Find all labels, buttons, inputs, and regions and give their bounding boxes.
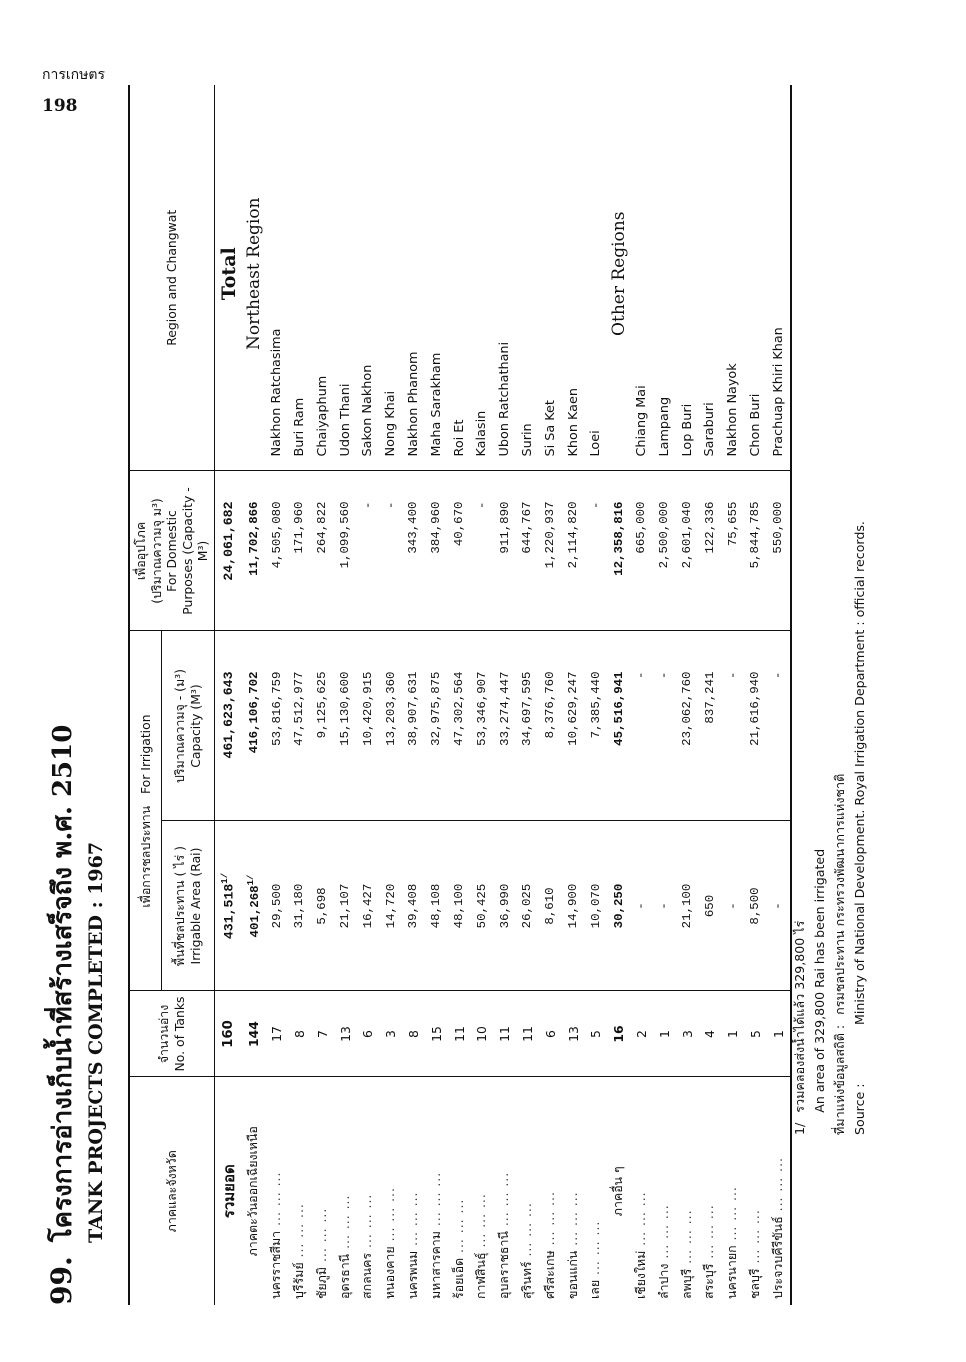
cell-irrigation-capacity: 45,516,941 xyxy=(607,631,630,821)
irrigable-area-value: 10,070 xyxy=(588,883,603,929)
cell-changwat-english: Saraburi xyxy=(698,85,721,471)
changwat-thai-name: สุรินทร์ xyxy=(518,1261,534,1299)
cell-irrigation-capacity: 23,062,760 xyxy=(676,631,699,821)
header-irrigation-th: เพื่อการชลประทาน xyxy=(137,805,153,908)
cell-irrigable-area xyxy=(379,821,402,991)
cell-tanks: 7 xyxy=(311,991,334,1077)
cell-changwat-thai xyxy=(311,1077,334,1305)
cell-irrigable-area xyxy=(539,821,562,991)
leader-dots: ... ... ... xyxy=(268,1171,284,1231)
header-tanks-en: No. of Tanks xyxy=(171,996,187,1072)
table-row xyxy=(311,85,334,1305)
changwat-thai-name: ศรีสะเกษ xyxy=(541,1250,557,1299)
table-row xyxy=(402,85,425,1305)
cell-changwat-english: Chaiyaphum xyxy=(311,85,334,471)
header-irrigation xyxy=(129,631,161,991)
cell-changwat-thai xyxy=(214,1077,243,1305)
table-row xyxy=(630,85,653,1305)
changwat-thai-name: นครพนม xyxy=(404,1250,420,1299)
page-number: 198 xyxy=(42,96,78,116)
cell-irrigation-capacity: 47,512,977 xyxy=(288,631,311,821)
header-domestic-th: เพื่ออุปโภค xyxy=(133,521,148,581)
header-region-en: Region and Changwat xyxy=(129,85,214,471)
cell-changwat-thai xyxy=(448,1077,471,1305)
footnote-english: An area of 329,800 Rai has been irrigated xyxy=(812,848,828,1113)
table-row xyxy=(676,85,699,1305)
table-row xyxy=(584,85,607,1305)
cell-domestic-capacity: 24,061,682 xyxy=(214,471,243,631)
cell-changwat-thai xyxy=(744,1077,767,1305)
cell-irrigable-area xyxy=(214,821,243,991)
irrigable-area-value: 30,250 xyxy=(611,883,626,929)
cell-tanks: 1 xyxy=(653,991,676,1077)
cell-domestic-capacity: 911,890 xyxy=(493,471,516,631)
table-row xyxy=(288,85,311,1305)
cell-irrigable-area xyxy=(744,821,767,991)
header-region-th: ภาคและจังหวัด xyxy=(129,1077,214,1305)
cell-tanks: 6 xyxy=(539,991,562,1077)
irrigable-area-value: 21,107 xyxy=(338,883,353,929)
table-row xyxy=(334,85,357,1305)
footnote-thai: รวมคลองส่งน้ำได้แล้ว 329,800 ไร่ xyxy=(792,920,807,1113)
table-row xyxy=(379,85,402,1305)
changwat-thai-name: เชียงใหม่ xyxy=(632,1250,648,1299)
table-row xyxy=(607,85,630,1305)
cell-irrigable-area xyxy=(311,821,334,991)
changwat-thai-name: ร้อยเอ็ด xyxy=(450,1257,466,1299)
cell-domestic-capacity: 343,400 xyxy=(402,471,425,631)
cell-tanks: 15 xyxy=(425,991,448,1077)
leader-dots: ... ... ... xyxy=(404,1191,420,1251)
leader-dots: ... ... ... xyxy=(678,1209,694,1269)
changwat-thai-name: สระบุรี xyxy=(701,1263,717,1299)
cell-irrigable-area xyxy=(356,821,379,991)
cell-changwat-english: Buri Ram xyxy=(288,85,311,471)
leader-dots: ... ... ... xyxy=(290,1203,306,1263)
source-label-thai: ที่มาแห่งข้อมูลสถิติ : xyxy=(832,1024,848,1135)
cell-irrigation-capacity: - xyxy=(630,631,653,821)
changwat-thai-name: รวมยอด xyxy=(219,1164,238,1219)
footnote xyxy=(790,95,830,1135)
table-row xyxy=(767,85,791,1305)
table-row xyxy=(698,85,721,1305)
table-notes xyxy=(790,95,871,1135)
table-body xyxy=(214,85,791,1305)
cell-irrigation-capacity: 837,241 xyxy=(698,631,721,821)
cell-irrigable-area xyxy=(425,821,448,991)
changwat-thai-name: บุรีรัมย์ xyxy=(290,1262,306,1299)
cell-irrigable-area xyxy=(698,821,721,991)
cell-irrigable-area xyxy=(402,821,425,991)
cell-changwat-thai xyxy=(356,1077,379,1305)
irrigable-area-value: 14,720 xyxy=(383,883,398,929)
footnote-ref: 1/ xyxy=(220,872,231,884)
cell-tanks: 2 xyxy=(630,991,653,1077)
cell-tanks: 144 xyxy=(243,991,266,1077)
cell-changwat-english: Surin xyxy=(516,85,539,471)
cell-changwat-thai xyxy=(402,1077,425,1305)
cell-domestic-capacity: 2,114,820 xyxy=(562,471,585,631)
table-row xyxy=(470,85,493,1305)
cell-irrigation-capacity: 9,125,625 xyxy=(311,631,334,821)
rotated-table-page xyxy=(42,85,942,1305)
changwat-thai-name: ประจวบคีรีขันธ์ xyxy=(769,1216,785,1299)
cell-domestic-capacity: 4,505,080 xyxy=(265,471,288,631)
cell-changwat-english: Khon Kaen xyxy=(562,85,585,471)
cell-tanks: 3 xyxy=(676,991,699,1077)
cell-changwat-thai xyxy=(243,1077,266,1305)
cell-domestic-capacity: 171,960 xyxy=(288,471,311,631)
leader-dots: ... ... ... xyxy=(724,1186,740,1246)
changwat-thai-name: ลพบุรี xyxy=(678,1268,694,1299)
leader-dots: ... ... ... xyxy=(450,1198,466,1258)
cell-irrigation-capacity: - xyxy=(653,631,676,821)
table-row xyxy=(653,85,676,1305)
cell-changwat-thai xyxy=(698,1077,721,1305)
cell-irrigable-area xyxy=(562,821,585,991)
cell-irrigable-area xyxy=(653,821,676,991)
irrigable-area-value: 16,427 xyxy=(360,883,375,929)
cell-irrigable-area xyxy=(676,821,699,991)
changwat-thai-name: ลำปาง xyxy=(655,1263,671,1299)
cell-domestic-capacity: 644,767 xyxy=(516,471,539,631)
irrigable-area-value: 431,518 xyxy=(221,883,237,940)
leader-dots: ... ... ... xyxy=(359,1193,375,1253)
cell-tanks: 6 xyxy=(356,991,379,1077)
leader-dots: ... ... ... xyxy=(541,1191,557,1251)
table-row xyxy=(493,85,516,1305)
cell-changwat-thai xyxy=(653,1077,676,1305)
cell-irrigation-capacity: 10,629,247 xyxy=(562,631,585,821)
cell-tanks: 5 xyxy=(744,991,767,1077)
table-title-english: TANK PROJECTS COMPLETED : 1967 xyxy=(85,841,107,1243)
footnote-ref: 1/ xyxy=(245,874,256,886)
cell-changwat-thai xyxy=(539,1077,562,1305)
source-english: Ministry of National Development. Royal Irrigation Department : official records. xyxy=(852,521,868,1025)
cell-tanks: 11 xyxy=(516,991,539,1077)
source-thai: กรมชลประทาน กระทรวงพัฒนาการแห่งชาติ xyxy=(832,773,848,1015)
header-domestic xyxy=(129,471,214,631)
cell-changwat-thai xyxy=(721,1077,744,1305)
cell-irrigation-capacity: 53,346,907 xyxy=(470,631,493,821)
irrigable-area-value: 401,268 xyxy=(247,885,262,938)
cell-domestic-capacity: 384,960 xyxy=(425,471,448,631)
header-capacity-en: Capacity (M³) xyxy=(187,684,203,768)
irrigable-area-value: 21,100 xyxy=(680,883,695,929)
cell-tanks: 8 xyxy=(402,991,425,1077)
irrigable-area-value: 39,408 xyxy=(406,883,421,929)
changwat-thai-name: กาฬสินธุ์ xyxy=(473,1252,489,1299)
cell-irrigable-area xyxy=(334,821,357,991)
irrigable-area-value: 8,500 xyxy=(748,887,763,925)
cell-changwat-thai xyxy=(562,1077,585,1305)
cell-domestic-capacity: 665,000 xyxy=(630,471,653,631)
table-row xyxy=(744,85,767,1305)
changwat-thai-name: เลย xyxy=(587,1279,603,1299)
cell-changwat-thai xyxy=(334,1077,357,1305)
cell-irrigable-area xyxy=(516,821,539,991)
changwat-thai-name: อุบลราชธานี xyxy=(496,1231,512,1299)
cell-irrigation-capacity: 10,420,915 xyxy=(356,631,379,821)
leader-dots: ... ... ... xyxy=(655,1204,671,1264)
cell-irrigable-area xyxy=(607,821,630,991)
header-capacity-th: ปริมาณความจุ - (ม³) xyxy=(172,669,188,783)
cell-irrigable-area xyxy=(470,821,493,991)
table-row xyxy=(721,85,744,1305)
leader-dots: ... ... ... xyxy=(587,1220,603,1280)
cell-irrigation-capacity: 15,130,600 xyxy=(334,631,357,821)
irrigable-area-value: 48,108 xyxy=(429,883,444,929)
cell-changwat-thai xyxy=(288,1077,311,1305)
leader-dots: ... ... ... xyxy=(313,1207,329,1267)
changwat-thai-name: อุดรธานี xyxy=(336,1253,352,1299)
cell-irrigation-capacity: 8,376,760 xyxy=(539,631,562,821)
cell-irrigable-area xyxy=(288,821,311,991)
changwat-thai-name: นครนายก xyxy=(724,1245,740,1299)
header-tanks-th: จำนวนอ่าง xyxy=(156,1004,172,1064)
irrigable-area-value: 26,025 xyxy=(520,883,535,929)
cell-domestic-capacity: 550,000 xyxy=(767,471,791,631)
cell-irrigable-area xyxy=(493,821,516,991)
cell-changwat-english: Ubon Ratchathani xyxy=(493,85,516,471)
source-label-english: Source : xyxy=(852,1083,868,1135)
cell-domestic-capacity: 40,670 xyxy=(448,471,471,631)
cell-domestic-capacity: - xyxy=(379,471,402,631)
cell-changwat-english: Maha Sarakham xyxy=(425,85,448,471)
cell-domestic-capacity: 75,655 xyxy=(721,471,744,631)
cell-changwat-english: Lampang xyxy=(653,85,676,471)
source-english-line xyxy=(850,95,870,1135)
cell-changwat-thai xyxy=(470,1077,493,1305)
cell-domestic-capacity: - xyxy=(584,471,607,631)
cell-tanks: 10 xyxy=(470,991,493,1077)
cell-changwat-thai xyxy=(265,1077,288,1305)
header-area-th: พื้นที่ชลประทาน ( ไร่ ) xyxy=(172,846,188,966)
cell-changwat-english: Loei xyxy=(584,85,607,471)
irrigable-area-value: 650 xyxy=(702,894,717,918)
leader-dots: ... ... ... xyxy=(336,1194,352,1254)
cell-domestic-capacity: 122,336 xyxy=(698,471,721,631)
cell-irrigable-area xyxy=(630,821,653,991)
cell-irrigable-area xyxy=(243,821,266,991)
cell-irrigation-capacity: - xyxy=(767,631,791,821)
cell-tanks: 11 xyxy=(448,991,471,1077)
cell-tanks: 16 xyxy=(607,991,630,1077)
changwat-thai-name: ภาคตะวันออกเฉียงเหนือ xyxy=(245,1126,261,1257)
cell-irrigation-capacity: 7,385,440 xyxy=(584,631,607,821)
cell-changwat-english: Si Sa Ket xyxy=(539,85,562,471)
header-area xyxy=(161,821,214,991)
changwat-thai-name: ภาคอื่น ๆ xyxy=(610,1166,626,1217)
cell-tanks: 160 xyxy=(214,991,243,1077)
cell-tanks: 1 xyxy=(721,991,744,1077)
leader-dots: ... ... ... xyxy=(427,1171,443,1232)
cell-changwat-english: Lop Buri xyxy=(676,85,699,471)
cell-irrigable-area xyxy=(584,821,607,991)
cell-domestic-capacity: 1,220,937 xyxy=(539,471,562,631)
cell-changwat-english: Nakhon Phanom xyxy=(402,85,425,471)
cell-changwat-english: Nakhon Ratchasima xyxy=(265,85,288,471)
cell-changwat-english: Chiang Mai xyxy=(630,85,653,471)
cell-irrigation-capacity: 53,816,759 xyxy=(265,631,288,821)
cell-tanks: 17 xyxy=(265,991,288,1077)
irrigable-area-value: 5,698 xyxy=(315,887,330,925)
cell-changwat-thai xyxy=(379,1077,402,1305)
changwat-thai-name: ชัยภูมิ xyxy=(313,1266,329,1299)
leader-dots: ... ... ... xyxy=(473,1193,489,1253)
changwat-thai-name: ชลบุรี xyxy=(746,1268,762,1299)
cell-changwat-thai xyxy=(676,1077,699,1305)
title-thai-line xyxy=(42,85,83,1305)
leader-dots: ... ... ... xyxy=(746,1209,762,1269)
leader-dots: ... ... ... xyxy=(496,1171,512,1232)
cell-changwat-thai xyxy=(425,1077,448,1305)
cell-tanks: 3 xyxy=(379,991,402,1077)
cell-domestic-capacity: - xyxy=(356,471,379,631)
header-domestic-en: For Domestic Purposes (Capacity - M³) xyxy=(164,487,210,615)
irrigable-area-value: - xyxy=(771,902,786,910)
table-row xyxy=(356,85,379,1305)
table-title-block xyxy=(42,85,107,1305)
table-row xyxy=(214,85,243,1305)
cell-changwat-thai xyxy=(767,1077,791,1305)
table-row xyxy=(562,85,585,1305)
table-number: 99. xyxy=(45,1256,78,1305)
cell-changwat-english: Other Regions xyxy=(607,85,630,471)
cell-changwat-english: Roi Et xyxy=(448,85,471,471)
cell-domestic-capacity: 12,358,816 xyxy=(607,471,630,631)
cell-domestic-capacity: 5,844,785 xyxy=(744,471,767,631)
cell-irrigation-capacity: 21,616,940 xyxy=(744,631,767,821)
irrigable-area-value: 14,900 xyxy=(566,883,581,929)
cell-tanks: 1 xyxy=(767,991,791,1077)
cell-changwat-thai xyxy=(630,1077,653,1305)
cell-domestic-capacity: 1,099,560 xyxy=(334,471,357,631)
irrigable-area-value: - xyxy=(725,902,740,910)
leader-dots: ... ... ... xyxy=(632,1191,648,1251)
cell-changwat-english: Kalasin xyxy=(470,85,493,471)
cell-tanks: 11 xyxy=(493,991,516,1077)
cell-irrigation-capacity: 47,302,564 xyxy=(448,631,471,821)
cell-changwat-thai xyxy=(584,1077,607,1305)
table-row xyxy=(265,85,288,1305)
cell-tanks: 13 xyxy=(334,991,357,1077)
irrigable-area-value: - xyxy=(634,902,649,910)
cell-irrigation-capacity: 461,623,643 xyxy=(214,631,243,821)
irrigable-area-value: 31,180 xyxy=(292,883,307,929)
cell-changwat-english: Chon Buri xyxy=(744,85,767,471)
cell-tanks: 13 xyxy=(562,991,585,1077)
cell-changwat-english: Udon Thani xyxy=(334,85,357,471)
header-capacity xyxy=(161,631,214,821)
cell-changwat-english: Total xyxy=(214,85,243,471)
cell-domestic-capacity: 2,500,000 xyxy=(653,471,676,631)
cell-irrigation-capacity: 34,697,595 xyxy=(516,631,539,821)
leader-dots: ... ... ... xyxy=(564,1191,580,1251)
cell-irrigable-area xyxy=(721,821,744,991)
table-row xyxy=(539,85,562,1305)
irrigable-area-value: 8,610 xyxy=(543,887,558,925)
leader-dots: ... ... ... xyxy=(701,1204,717,1264)
cell-domestic-capacity: 2,601,040 xyxy=(676,471,699,631)
header-irrigation-en: For Irrigation xyxy=(137,714,153,794)
cell-tanks: 4 xyxy=(698,991,721,1077)
cell-domestic-capacity: 11,702,866 xyxy=(243,471,266,631)
cell-irrigable-area xyxy=(448,821,471,991)
header-domestic-th2: (ปริมาณความจุ ม³) xyxy=(148,498,164,604)
leader-dots: ... ... ... xyxy=(382,1187,398,1247)
leader-dots: ... ... ... xyxy=(769,1157,785,1217)
cell-irrigation-capacity: 13,203,360 xyxy=(379,631,402,821)
leader-dots: ... ... ... xyxy=(518,1202,534,1262)
cell-irrigation-capacity: - xyxy=(721,631,744,821)
cell-changwat-english: Nakhon Nayok xyxy=(721,85,744,471)
table-title-thai: โครงการอ่างเก็บน้ำที่สร้างเสร็จถึง พ.ศ. 2510 xyxy=(48,724,78,1243)
cell-changwat-english: Prachuap Khiri Khan xyxy=(767,85,791,471)
footnote-mark: 1/ xyxy=(792,1122,807,1135)
cell-irrigable-area xyxy=(265,821,288,991)
source-thai-line xyxy=(830,95,850,1135)
irrigable-area-value: 48,100 xyxy=(452,883,467,929)
irrigable-area-value: - xyxy=(657,902,672,910)
tank-projects-table xyxy=(128,85,792,1305)
header-area-en: Irrigable Area (Rai) xyxy=(187,847,203,965)
changwat-thai-name: หนองคาย xyxy=(382,1246,398,1299)
changwat-thai-name: มหาสารคาม xyxy=(427,1231,443,1299)
cell-domestic-capacity: - xyxy=(470,471,493,631)
table-row xyxy=(425,85,448,1305)
cell-irrigation-capacity: 38,907,631 xyxy=(402,631,425,821)
cell-changwat-english: Northeast Region xyxy=(243,85,266,471)
table-row xyxy=(448,85,471,1305)
cell-irrigation-capacity: 32,975,875 xyxy=(425,631,448,821)
table-row xyxy=(516,85,539,1305)
cell-changwat-thai xyxy=(493,1077,516,1305)
cell-changwat-thai xyxy=(607,1077,630,1305)
cell-changwat-thai xyxy=(516,1077,539,1305)
cell-changwat-english: Sakon Nakhon xyxy=(356,85,379,471)
running-head: การเกษตร xyxy=(42,67,105,83)
cell-domestic-capacity: 264,822 xyxy=(311,471,334,631)
changwat-thai-name: นครราชสีมา xyxy=(268,1230,284,1299)
irrigable-area-value: 50,425 xyxy=(474,883,489,929)
header-tanks xyxy=(129,991,214,1077)
cell-changwat-english: Nong Khai xyxy=(379,85,402,471)
cell-tanks: 5 xyxy=(584,991,607,1077)
irrigable-area-value: 36,990 xyxy=(497,883,512,929)
changwat-thai-name: สกลนคร xyxy=(359,1252,375,1299)
irrigable-area-value: 29,500 xyxy=(269,883,284,929)
cell-irrigable-area xyxy=(767,821,791,991)
table-row xyxy=(243,85,266,1305)
cell-irrigation-capacity: 33,274,447 xyxy=(493,631,516,821)
cell-irrigation-capacity: 416,106,702 xyxy=(243,631,266,821)
cell-tanks: 8 xyxy=(288,991,311,1077)
changwat-thai-name: ขอนแก่น xyxy=(564,1250,580,1299)
